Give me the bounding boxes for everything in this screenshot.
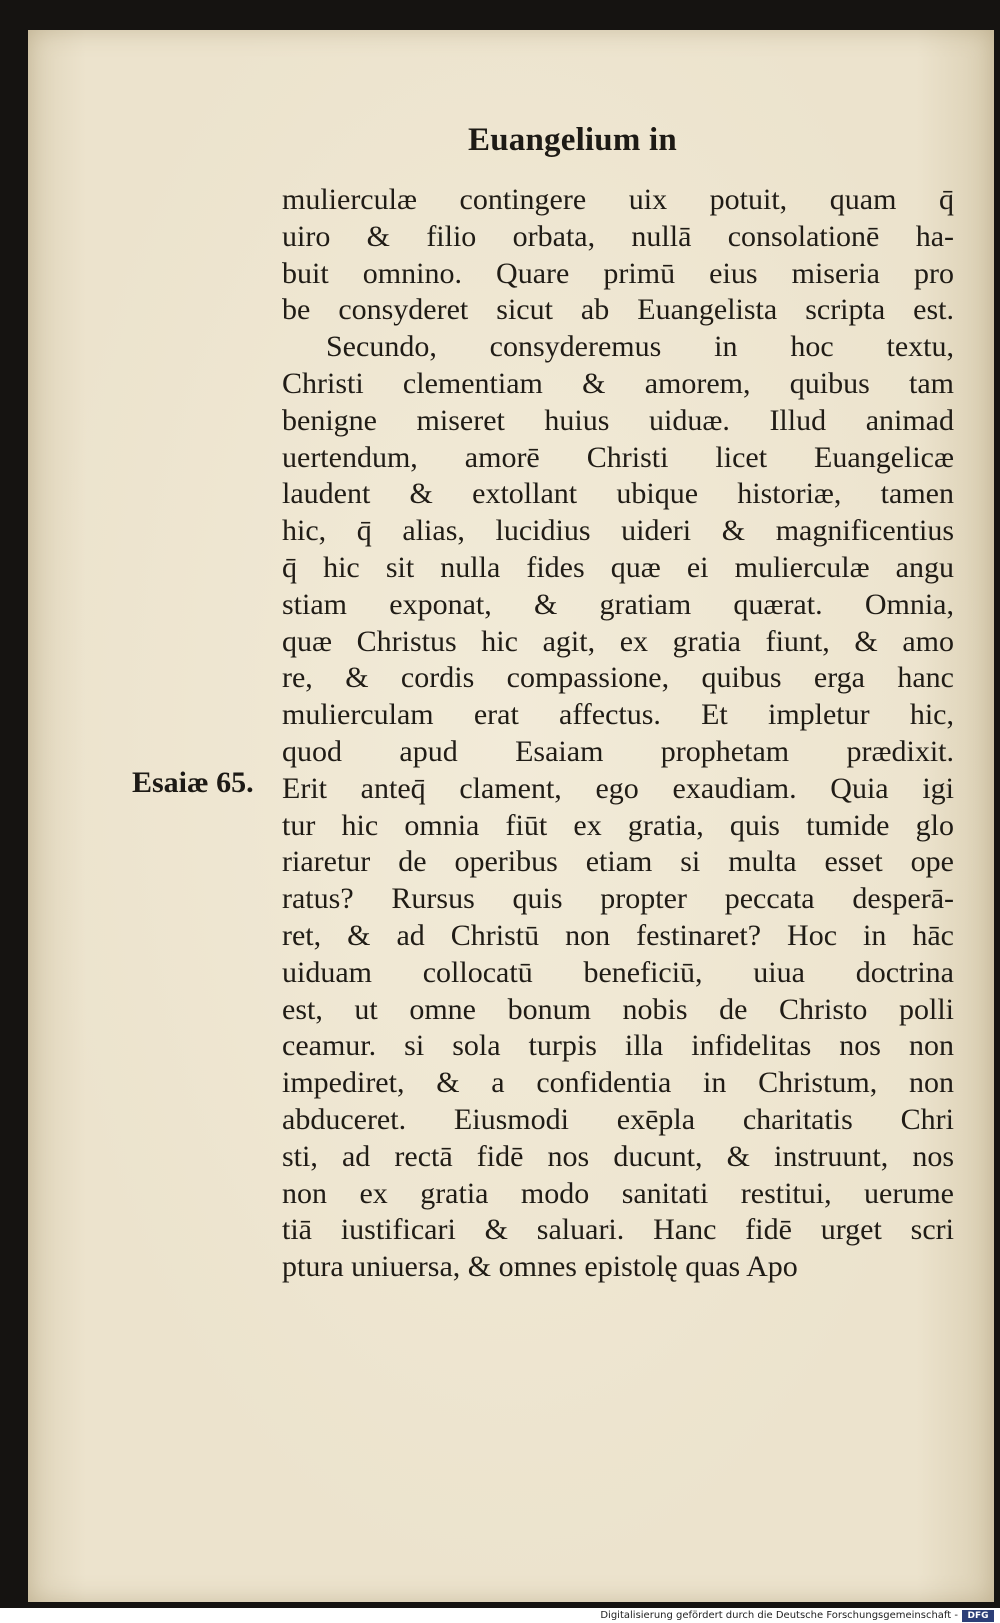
text-line: mulierculæ contingere uix potuit, quam q̄ (282, 183, 954, 216)
text-line: buit omnino. Quare primū eius miseria pro (282, 256, 954, 290)
text-line: stiam exponat, & gratiam quærat. Omnia, (282, 587, 954, 621)
text-line: sti, ad rectā fidē nos ducunt, & instruunt, nos (282, 1139, 954, 1173)
text-line: hic, q̄ alias, lucidius uideri & magnificentius (282, 514, 954, 548)
digitization-credit: Digitalisierung gefördert durch die Deutsche Forschungsgemeinschaft - (600, 1610, 958, 1621)
text-line: tiā iustificari & saluari. Hanc fidē urget scri (282, 1213, 954, 1247)
text-line: ptura uniuersa, & omnes epistolę quas Apo (282, 1250, 798, 1284)
text-line: benigne miseret huius uiduæ. Illud animad (282, 403, 954, 437)
text-line: re, & cordis compassione, quibus erga hanc (282, 661, 954, 695)
body-text (282, 182, 954, 1286)
text-line: quæ Christus hic agit, ex gratia fiunt, & amo (282, 624, 954, 658)
text-line: Secundo, consyderemus in hoc textu, (326, 330, 954, 364)
running-head: Euangelium in (468, 122, 677, 158)
book-page (28, 30, 994, 1602)
text-line: tur hic omnia fiūt ex gratia, quis tumide glo (282, 808, 954, 842)
text-line: non ex gratia modo sanitati restitui, uerume (282, 1176, 954, 1210)
text-line: Erit anteq̄ clament, ego exaudiam. Quia igi (282, 771, 954, 805)
text-line: quod apud Esaiam prophetam prædixit. (282, 734, 954, 768)
text-line: riaretur de operibus etiam si multa esset ope (282, 845, 954, 879)
text-line: uiduam collocatū beneficiū, uiua doctrina (282, 955, 954, 989)
text-line: be consyderet sicut ab Euangelista scripta est. (282, 293, 954, 327)
text-line: abduceret. Eiusmodi exēpla charitatis Chri (282, 1102, 954, 1136)
text-line: est, ut omne bonum nobis de Christo polli (282, 992, 954, 1026)
marginal-note: Esaiæ 65. (132, 766, 254, 799)
text-line: mulierculam erat affectus. Et impletur hic, (282, 698, 954, 732)
text-line: uertendum, amorē Christi licet Euangelicæ (282, 440, 954, 474)
text-line: laudent & extollant ubique historiæ, tamen (282, 477, 954, 511)
text-line: q̄ hic sit nulla fides quæ ei mulierculæ angu (282, 550, 954, 584)
text-line: Christi clementiam & amorem, quibus tam (282, 366, 954, 400)
text-line: ret, & ad Christū non festinaret? Hoc in hāc (282, 918, 954, 952)
dfg-logo: DFG (962, 1610, 994, 1622)
text-line: ratus? Rursus quis propter peccata desperā- (282, 882, 954, 916)
text-line: uiro & filio orbata, nullā consolationē ha- (282, 219, 954, 253)
text-line: ceamur. si sola turpis illa infidelitas nos non (282, 1029, 954, 1063)
text-line: impediret, & a confidentia in Christum, non (282, 1066, 954, 1100)
